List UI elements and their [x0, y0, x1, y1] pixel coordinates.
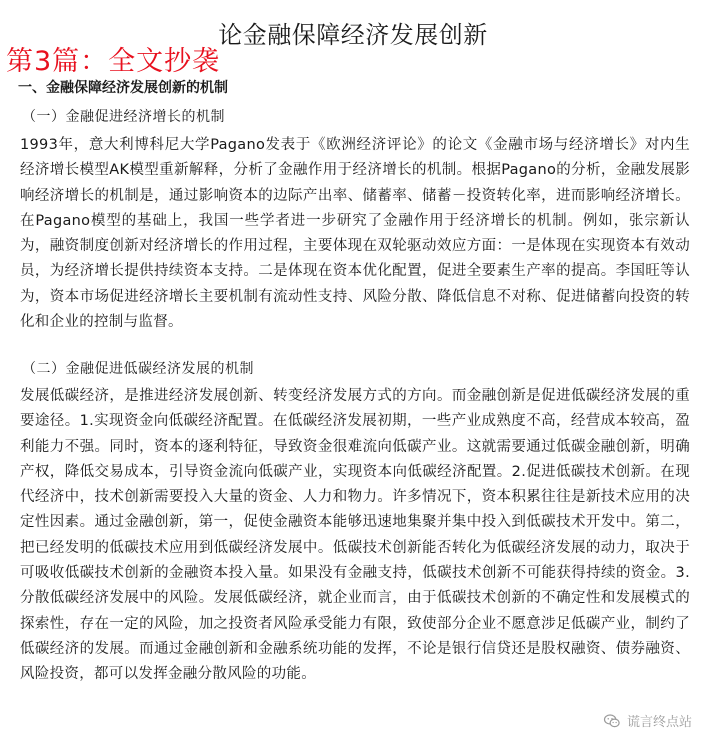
plagiarism-label: 第3篇：全文抄袭 [6, 46, 221, 77]
subsection-heading-2: （二）金融促进低碳经济发展的机制 [22, 361, 254, 377]
watermark [603, 711, 692, 730]
document-title: 论金融保障经济发展创新 [218, 21, 488, 49]
subsection-body-1: 1993年，意大利博科尼大学Pagano发表于《欧洲经济评论》的论文《金融市场与经济增长》对内生经济增长模型AK模型重新解释，分析了金融作用于经济增长的机制。根据Pagano的分析，金融发展影响经济增长的机制是，通过影响资本的边际产出率、储蓄率、储蓄－投资转化率，进而影响经济增长。在Pagano模型的基础上，我国一些学者进一步研究了金融作用于经济增长的机制。例如，张宗新认为，融资制度创新对经济增长的作用过程，主要体现在双轮驱动效应方面：一是体现在实现资本有效动员，为经济增长提供持续资本支持。二是体现在资本优化配置，促进全要素生产率的提高。李国旺等认为，资本市场促进经济增长主要机制有流动性支持、风险分散、降低信息不对称、促进储蓄向投资的转化和企业的控制与监督。 [20, 137, 690, 331]
subsection-heading-1: （一）金融促进经济增长的机制 [22, 109, 225, 125]
watermark-label: 谎言终点站 [626, 715, 692, 730]
section-heading: 一、金融保障经济发展创新的机制 [18, 80, 228, 96]
subsection-body-2: 发展低碳经济，是推进经济发展创新、转变经济发展方式的方向。而金融创新是促进低碳经济发展的重要途径。1.实现资金向低碳经济配置。在低碳经济发展初期，一些产业成熟度不高，经营成本较高，盈利能力不强。同时，资本的逐利特征，导致资金很难流向低碳产业。这就需要通过低碳金融创新，明确产权，降低交易成本，引导资金流向低碳产业，实现资本向低碳经济配置。2.促进低碳技术创新。在现代经济中，技术创新需要投入大量的资金、人力和物力。许多情况下，资本积累往往是新技术应用的决定性因素。通过金融创新，第一，促使金融资本能够迅速地集聚并集中投入到低碳技术开发中。第二，把已经发明的低碳技术应用到低碳经济发展中。低碳技术创新能否转化为低碳经济发展的动力，取决于可吸收低碳技术创新的金融资本投入量。如果没有金融支持，低碳技术创新不可能获得持续的资金。3.分散低碳经济发展中的风险。发展低碳经济，就企业而言，由于低碳技术创新的不确定性和发展模式的探索性，存在一定的风险，加之投资者风险承受能力有限，致使部分企业不愿意涉足低碳产业，制约了低碳经济的发展。而通过金融创新和金融系统功能的发挥，不论是银行信贷还是股权融资、债券融资、风险投资，都可以发挥金融分散风险的功能。 [20, 388, 690, 683]
wechat-icon [603, 712, 621, 730]
